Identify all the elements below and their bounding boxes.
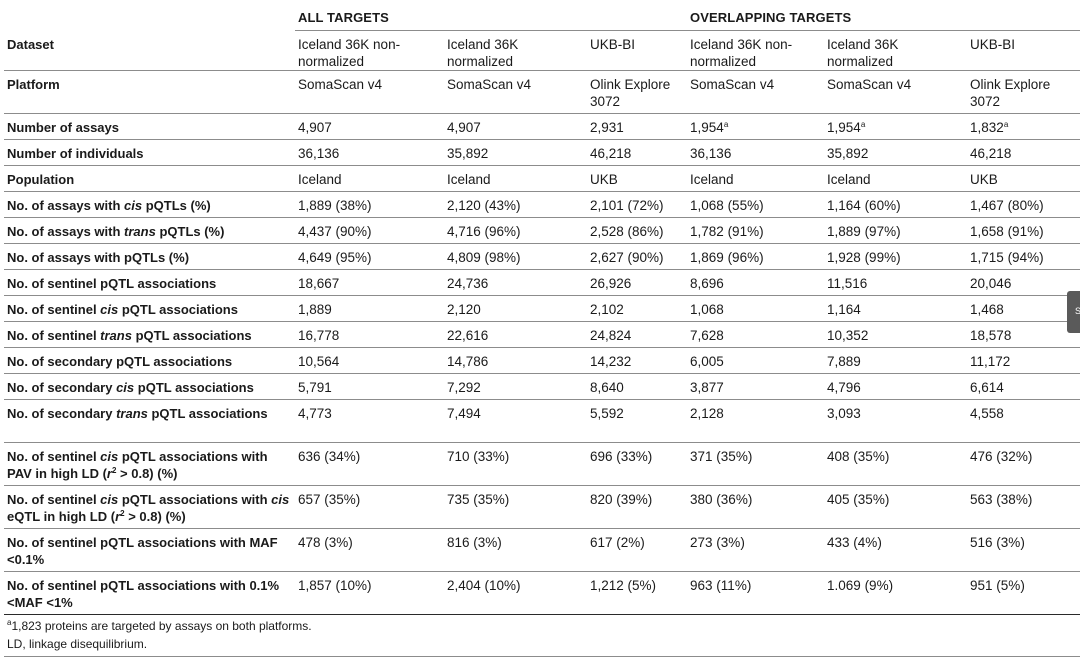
cell-value: 1,212 (5%) — [590, 578, 657, 593]
table-row — [4, 192, 1080, 218]
cell-value: 371 (35%) — [690, 449, 753, 464]
table-cell — [824, 296, 967, 322]
table-cell — [824, 270, 967, 296]
table-row — [4, 443, 1080, 486]
table-cell — [824, 322, 967, 348]
cell-value: UKB-BI — [590, 37, 636, 52]
cell-value: 46,218 — [590, 146, 632, 161]
cell-value: 951 (5%) — [970, 578, 1025, 593]
row-label-part: pQTL associations — [134, 380, 254, 395]
row-label-part: cis — [271, 492, 290, 507]
table-cell — [444, 192, 587, 218]
table-cell — [587, 296, 687, 322]
table-cell — [587, 114, 687, 140]
table-row — [4, 166, 1080, 192]
table-row — [4, 31, 1080, 71]
table-cell — [295, 31, 444, 71]
row-label-part: 2 — [120, 509, 125, 518]
cell-value: 2,101 (72%) — [590, 198, 664, 213]
table-cell — [587, 166, 687, 192]
table-row — [4, 244, 1080, 270]
cell-value: 6,614 — [970, 380, 1004, 395]
cell-value: 26,926 — [590, 276, 632, 291]
table-cell — [295, 218, 444, 244]
cell-value: 20,046 — [970, 276, 1012, 291]
cell-value: 5,592 — [590, 406, 624, 421]
cell-value: SomaScan v4 — [827, 77, 912, 92]
cell-value: 408 (35%) — [827, 449, 890, 464]
cell-value: 3,093 — [827, 406, 861, 421]
table-cell — [295, 443, 444, 486]
cell-value: SomaScan v4 — [298, 77, 383, 92]
cell-value: 2,128 — [690, 406, 724, 421]
cell-value: 820 (39%) — [590, 492, 653, 507]
footnote-marker: a — [7, 618, 12, 627]
table-cell — [967, 218, 1080, 244]
table-cell — [824, 374, 967, 400]
cell-value: 10,564 — [298, 354, 340, 369]
cell-value: 1,467 (80%) — [970, 198, 1044, 213]
table-cell — [967, 270, 1080, 296]
cell-value: 2,931 — [590, 120, 624, 135]
row-label — [4, 218, 295, 244]
table-cell — [967, 244, 1080, 270]
row-label-part: > 0.8) (%) — [124, 509, 186, 524]
cell-value: 3,877 — [690, 380, 724, 395]
table-cell — [687, 486, 824, 529]
cell-value: 35,892 — [827, 146, 869, 161]
table-cell — [687, 400, 824, 443]
row-label: Population — [4, 166, 295, 192]
table-cell — [824, 443, 967, 486]
table-cell — [587, 140, 687, 166]
table-cell — [967, 486, 1080, 529]
table-cell — [444, 572, 587, 615]
table-cell — [587, 572, 687, 615]
cell-value: 1,889 (38%) — [298, 198, 372, 213]
group-all-targets: ALL TARGETS — [295, 4, 687, 31]
table-cell — [824, 140, 967, 166]
cell-value: 2,627 (90%) — [590, 250, 664, 265]
cell-value: 36,136 — [690, 146, 732, 161]
table-cell — [444, 443, 587, 486]
cell-footnote-marker: a — [1003, 120, 1009, 129]
cell-value: Iceland 36K non-normalized — [298, 37, 401, 69]
table-cell — [295, 270, 444, 296]
cell-value: 36,136 — [298, 146, 340, 161]
row-label: No. of sentinel pQTL associations with 0.1%<MAF <1% — [4, 572, 295, 615]
row-label-part: No. of assays with — [7, 224, 125, 239]
table-cell — [587, 374, 687, 400]
cell-value: 4,649 (95%) — [298, 250, 372, 265]
table-row — [4, 348, 1080, 374]
table-cell — [687, 140, 824, 166]
table-cell — [967, 114, 1080, 140]
cell-value: SomaScan v4 — [447, 77, 532, 92]
cell-value: 1,869 (96%) — [690, 250, 764, 265]
row-label-part: pQTL associations with — [118, 492, 272, 507]
row-label-part: trans — [100, 328, 132, 343]
table-cell — [444, 166, 587, 192]
table-cell — [444, 400, 587, 443]
cell-value: 1,889 (97%) — [827, 224, 901, 239]
cell-value: 516 (3%) — [970, 535, 1025, 550]
cell-value: 617 (2%) — [590, 535, 645, 550]
row-label — [4, 322, 295, 348]
row-label-part: 2 — [111, 466, 117, 475]
cell-value: 5,791 — [298, 380, 332, 395]
table-cell — [587, 400, 687, 443]
cell-value: 2,120 (43%) — [447, 198, 521, 213]
table-cell — [824, 244, 967, 270]
table-cell — [687, 348, 824, 374]
cell-value: Iceland — [690, 172, 734, 187]
cell-value: 1,832 — [970, 120, 1004, 135]
table-cell — [824, 529, 967, 572]
table-cell — [295, 486, 444, 529]
table-cell — [295, 244, 444, 270]
side-tab[interactable] — [1067, 291, 1080, 333]
row-label: No. of assays with pQTLs (%) — [4, 244, 295, 270]
table-cell — [967, 296, 1080, 322]
cell-value: 6,005 — [690, 354, 724, 369]
table-cell — [295, 140, 444, 166]
table-cell — [824, 31, 967, 71]
table-cell — [295, 114, 444, 140]
results-table — [4, 4, 1080, 615]
cell-value: 46,218 — [970, 146, 1012, 161]
cell-value: 8,640 — [590, 380, 624, 395]
table-cell — [824, 348, 967, 374]
row-label-part: pQTLs (%) — [155, 224, 225, 239]
table-cell — [824, 486, 967, 529]
cell-value: 4,809 (98%) — [447, 250, 521, 265]
cell-value: 14,786 — [447, 354, 489, 369]
table-cell — [967, 443, 1080, 486]
table-cell — [444, 218, 587, 244]
row-label — [4, 400, 295, 443]
table-cell — [967, 374, 1080, 400]
cell-value: 7,889 — [827, 354, 861, 369]
cell-value: 11,516 — [827, 276, 868, 291]
table-cell — [824, 572, 967, 615]
row-label-part: No. of sentinel — [7, 302, 101, 317]
cell-value: 963 (11%) — [690, 578, 752, 593]
side-tab-label: S — [1075, 306, 1081, 316]
cell-value: 1,715 (94%) — [970, 250, 1044, 265]
cell-value: Olink Explore 3072 — [970, 77, 1051, 109]
table-row — [4, 322, 1080, 348]
cell-value: 636 (34%) — [298, 449, 361, 464]
cell-value: 4,716 (96%) — [447, 224, 521, 239]
row-label-part: eQTL in high LD ( — [7, 509, 116, 524]
table-cell — [444, 71, 587, 114]
cell-value: 1,658 (91%) — [970, 224, 1044, 239]
cell-value: 18,578 — [970, 328, 1012, 343]
group-header-row — [4, 4, 1080, 31]
cell-value: 1,857 (10%) — [298, 578, 372, 593]
cell-value: 35,892 — [447, 146, 489, 161]
cell-value: 696 (33%) — [590, 449, 653, 464]
table-cell — [687, 322, 824, 348]
table-cell — [967, 348, 1080, 374]
cell-value: 4,558 — [970, 406, 1004, 421]
table-row — [4, 486, 1080, 529]
cell-value: 24,824 — [590, 328, 632, 343]
table-cell — [295, 572, 444, 615]
cell-value: 7,292 — [447, 380, 481, 395]
table-row — [4, 572, 1080, 615]
row-label-part: No. of assays with — [7, 198, 125, 213]
table-cell — [824, 166, 967, 192]
table-row — [4, 140, 1080, 166]
table-cell — [295, 348, 444, 374]
row-label-part: No. of secondary — [7, 406, 117, 421]
table-cell — [444, 529, 587, 572]
cell-value: Olink Explore 3072 — [590, 77, 671, 109]
cell-value: 1,928 (99%) — [827, 250, 901, 265]
row-label — [4, 486, 295, 529]
table-cell — [967, 71, 1080, 114]
cell-value: 1,954 — [690, 120, 724, 135]
cell-value: 4,437 (90%) — [298, 224, 372, 239]
table-cell — [687, 270, 824, 296]
cell-value: 22,616 — [447, 328, 489, 343]
table-cell — [587, 322, 687, 348]
table-row — [4, 529, 1080, 572]
cell-value: UKB-BI — [970, 37, 1016, 52]
cell-value: 816 (3%) — [447, 535, 502, 550]
table-cell — [295, 296, 444, 322]
cell-value: 563 (38%) — [970, 492, 1033, 507]
table-cell — [967, 322, 1080, 348]
table-cell — [967, 572, 1080, 615]
group-overlapping-targets: OVERLAPPING TARGETS — [687, 4, 1080, 31]
table-cell — [295, 166, 444, 192]
table-cell — [444, 348, 587, 374]
row-label-part: No. of sentinel — [7, 492, 101, 507]
table-cell — [967, 166, 1080, 192]
cell-value: 4,907 — [298, 120, 332, 135]
row-label: No. of secondary pQTL associations — [4, 348, 295, 374]
row-label: Dataset — [4, 31, 295, 71]
table-cell — [967, 192, 1080, 218]
row-label-part: pQTL associations with PAV in high LD ( — [7, 449, 268, 481]
row-label: No. of sentinel pQTL associations — [4, 270, 295, 296]
table-cell — [587, 486, 687, 529]
table-cell — [967, 400, 1080, 443]
table-cell — [444, 270, 587, 296]
cell-value: 657 (35%) — [298, 492, 361, 507]
table-cell — [967, 140, 1080, 166]
cell-value: 405 (35%) — [827, 492, 890, 507]
row-label-part: cis — [124, 198, 143, 213]
cell-value: 1,068 — [690, 302, 724, 317]
row-label-part: r — [106, 466, 112, 481]
cell-value: 273 (3%) — [690, 535, 745, 550]
row-label-part: > 0.8) (%) — [116, 466, 178, 481]
cell-footnote-marker: a — [723, 120, 729, 129]
table-row — [4, 400, 1080, 443]
footnote-a-text: 1,823 proteins are targeted by assays on both platforms. — [11, 619, 312, 633]
cell-value: 11,172 — [970, 354, 1011, 369]
cell-value: 7,494 — [447, 406, 481, 421]
table-cell — [587, 244, 687, 270]
cell-value: 433 (4%) — [827, 535, 882, 550]
cell-value: Iceland 36K non-normalized — [690, 37, 793, 69]
table-cell — [444, 244, 587, 270]
row-label-part: cis — [100, 449, 119, 464]
table-cell — [687, 114, 824, 140]
table-row — [4, 114, 1080, 140]
table-cell — [295, 71, 444, 114]
cell-value: 4,773 — [298, 406, 332, 421]
cell-value: Iceland — [827, 172, 871, 187]
table-cell — [687, 31, 824, 71]
table-cell — [587, 270, 687, 296]
row-label — [4, 296, 295, 322]
cell-value: 16,778 — [298, 328, 340, 343]
table-row — [4, 374, 1080, 400]
table-row — [4, 71, 1080, 114]
cell-footnote-marker: a — [860, 120, 866, 129]
table-cell — [824, 114, 967, 140]
footnote-a — [7, 619, 312, 634]
cell-value: 2,528 (86%) — [590, 224, 664, 239]
row-label — [4, 374, 295, 400]
cell-value: 14,232 — [590, 354, 632, 369]
row-label-part: pQTL associations — [147, 406, 268, 421]
cell-value: Iceland 36K normalized — [827, 37, 899, 69]
cell-value: 1,889 — [298, 302, 332, 317]
table-row — [4, 218, 1080, 244]
row-label: Platform — [4, 71, 295, 114]
cell-value: 710 (33%) — [447, 449, 510, 464]
cell-value: Iceland 36K normalized — [447, 37, 519, 69]
cell-value: 1.069 (9%) — [827, 578, 894, 593]
footnote-ld: LD, linkage disequilibrium. — [7, 637, 148, 651]
table-cell — [824, 400, 967, 443]
row-label-part: pQTL associations — [131, 328, 252, 343]
cell-value: 10,352 — [827, 328, 869, 343]
cell-value: UKB — [590, 172, 618, 187]
table-cell — [687, 192, 824, 218]
bottom-rule — [4, 656, 1080, 657]
table-cell — [295, 192, 444, 218]
table-cell — [687, 374, 824, 400]
cell-value: 1,782 (91%) — [690, 224, 764, 239]
table-cell — [295, 322, 444, 348]
table-cell — [444, 486, 587, 529]
table-cell — [444, 296, 587, 322]
row-label: Number of assays — [4, 114, 295, 140]
table-cell — [687, 166, 824, 192]
table-cell — [587, 348, 687, 374]
table-cell — [824, 71, 967, 114]
row-label-part: trans — [124, 224, 156, 239]
table-cell — [295, 374, 444, 400]
table-cell — [587, 192, 687, 218]
cell-value: 2,120 — [447, 302, 481, 317]
cell-value: SomaScan v4 — [690, 77, 775, 92]
row-label — [4, 192, 295, 218]
cell-value: 478 (3%) — [298, 535, 353, 550]
table-cell — [687, 218, 824, 244]
table-cell — [967, 529, 1080, 572]
table-cell — [687, 296, 824, 322]
table-cell — [444, 114, 587, 140]
table-cell — [444, 322, 587, 348]
table-cell — [587, 529, 687, 572]
row-label: Number of individuals — [4, 140, 295, 166]
cell-value: 2,102 — [590, 302, 624, 317]
table-cell — [824, 192, 967, 218]
table-cell — [587, 31, 687, 71]
cell-value: 735 (35%) — [447, 492, 510, 507]
table-cell — [587, 71, 687, 114]
cell-value: 18,667 — [298, 276, 340, 291]
cell-value: 4,796 — [827, 380, 861, 395]
table-cell — [444, 140, 587, 166]
cell-value: Iceland — [447, 172, 491, 187]
table-cell — [824, 218, 967, 244]
row-label-part: No. of secondary — [7, 380, 117, 395]
table-cell — [444, 374, 587, 400]
table-cell — [587, 443, 687, 486]
table-cell — [295, 529, 444, 572]
table-row — [4, 270, 1080, 296]
cell-value: 7,628 — [690, 328, 724, 343]
row-label-part: No. of sentinel — [7, 328, 101, 343]
table-cell — [687, 443, 824, 486]
row-label — [4, 443, 295, 486]
cell-value: 8,696 — [690, 276, 724, 291]
row-label-part: trans — [116, 406, 148, 421]
row-label-part: pQTL associations — [118, 302, 238, 317]
cell-value: 4,907 — [447, 120, 481, 135]
row-label-part: pQTLs (%) — [142, 198, 211, 213]
row-label-part: cis — [116, 380, 135, 395]
row-label-part: r — [115, 509, 121, 524]
cell-value: 380 (36%) — [690, 492, 753, 507]
cell-value: 1,468 — [970, 302, 1004, 317]
table-cell — [687, 529, 824, 572]
row-label-part: cis — [100, 492, 119, 507]
cell-value: 24,736 — [447, 276, 489, 291]
cell-value: UKB — [970, 172, 998, 187]
table-row — [4, 296, 1080, 322]
row-label: No. of sentinel pQTL associations with MAF <0.1% — [4, 529, 295, 572]
cell-value: 1,164 — [827, 302, 861, 317]
table-cell — [687, 572, 824, 615]
table-cell — [295, 400, 444, 443]
table-cell — [687, 244, 824, 270]
row-label-part: No. of sentinel — [7, 449, 101, 464]
table-cell — [967, 31, 1080, 71]
table-cell — [687, 71, 824, 114]
cell-value: 1,068 (55%) — [690, 198, 764, 213]
cell-value: 1,164 (60%) — [827, 198, 901, 213]
cell-value: 1,954 — [827, 120, 861, 135]
cell-value: 2,404 (10%) — [447, 578, 521, 593]
row-label-part: cis — [100, 302, 119, 317]
table-cell — [587, 218, 687, 244]
cell-value: Iceland — [298, 172, 342, 187]
table-cell — [444, 31, 587, 71]
cell-value: 476 (32%) — [970, 449, 1033, 464]
